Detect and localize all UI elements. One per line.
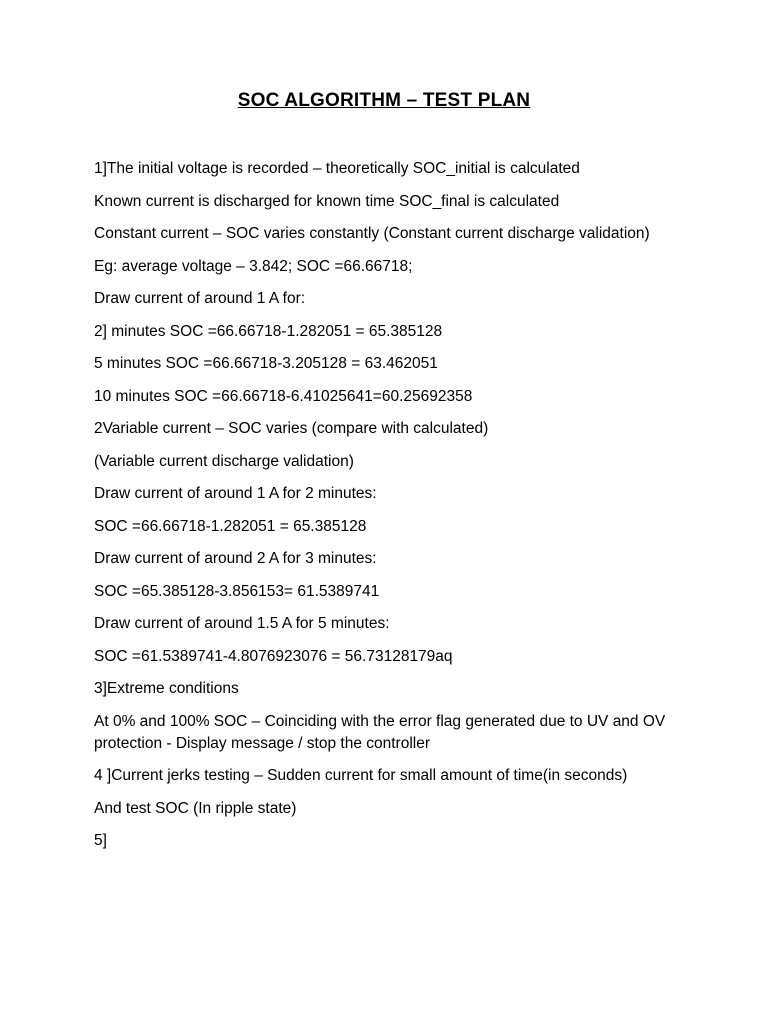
paragraph: 5 minutes SOC =66.66718-3.205128 = 63.462051 — [94, 355, 438, 372]
document-title: SOC ALGORITHM – TEST PLAN — [237, 90, 531, 111]
paragraph: Constant current – SOC varies constantly (Constant current discharge validation) — [94, 225, 650, 242]
paragraph: 2Variable current – SOC varies (compare with calculated) — [94, 420, 489, 437]
paragraph: 1]The initial voltage is recorded – theoretically SOC_initial is calculated — [94, 160, 580, 177]
paragraph: 4 ]Current jerks testing – Sudden current for small amount of time(in seconds) — [94, 767, 628, 784]
paragraph: And test SOC (In ripple state) — [94, 799, 297, 817]
paragraph: SOC =66.66718-1.282051 = 65.385128 — [94, 517, 367, 535]
paragraph: SOC =65.385128-3.856153= 61.5389741 — [94, 582, 380, 600]
paragraph: 5] — [94, 832, 107, 849]
paragraph: 3]Extreme conditions — [94, 680, 239, 697]
paragraph: Eg: average voltage – 3.842; SOC =66.66718; — [94, 257, 413, 275]
paragraph: Draw current of around 2 A for 3 minutes: — [94, 550, 377, 567]
paragraph: Draw current of around 1 A for: — [94, 290, 306, 307]
paragraph: (Variable current discharge validation) — [94, 452, 354, 470]
paragraph: 10 minutes SOC =66.66718-6.41025641=60.25692358 — [94, 387, 473, 405]
paragraph: At 0% and 100% SOC – Coinciding with the error flag generated due to UV and OV protection - Display message / stop the controller — [94, 712, 666, 752]
paragraph: Draw current of around 1 A for 2 minutes: — [94, 485, 377, 502]
document-body — [94, 158, 684, 863]
paragraph: 2] minutes SOC =66.66718-1.282051 = 65.385128 — [94, 322, 443, 340]
paragraph: Draw current of around 1.5 A for 5 minutes: — [94, 615, 390, 632]
paragraph: SOC =61.5389741-4.8076923076 = 56.73128179aq — [94, 647, 453, 665]
paragraph: Known current is discharged for known time SOC_final is calculated — [94, 192, 560, 210]
